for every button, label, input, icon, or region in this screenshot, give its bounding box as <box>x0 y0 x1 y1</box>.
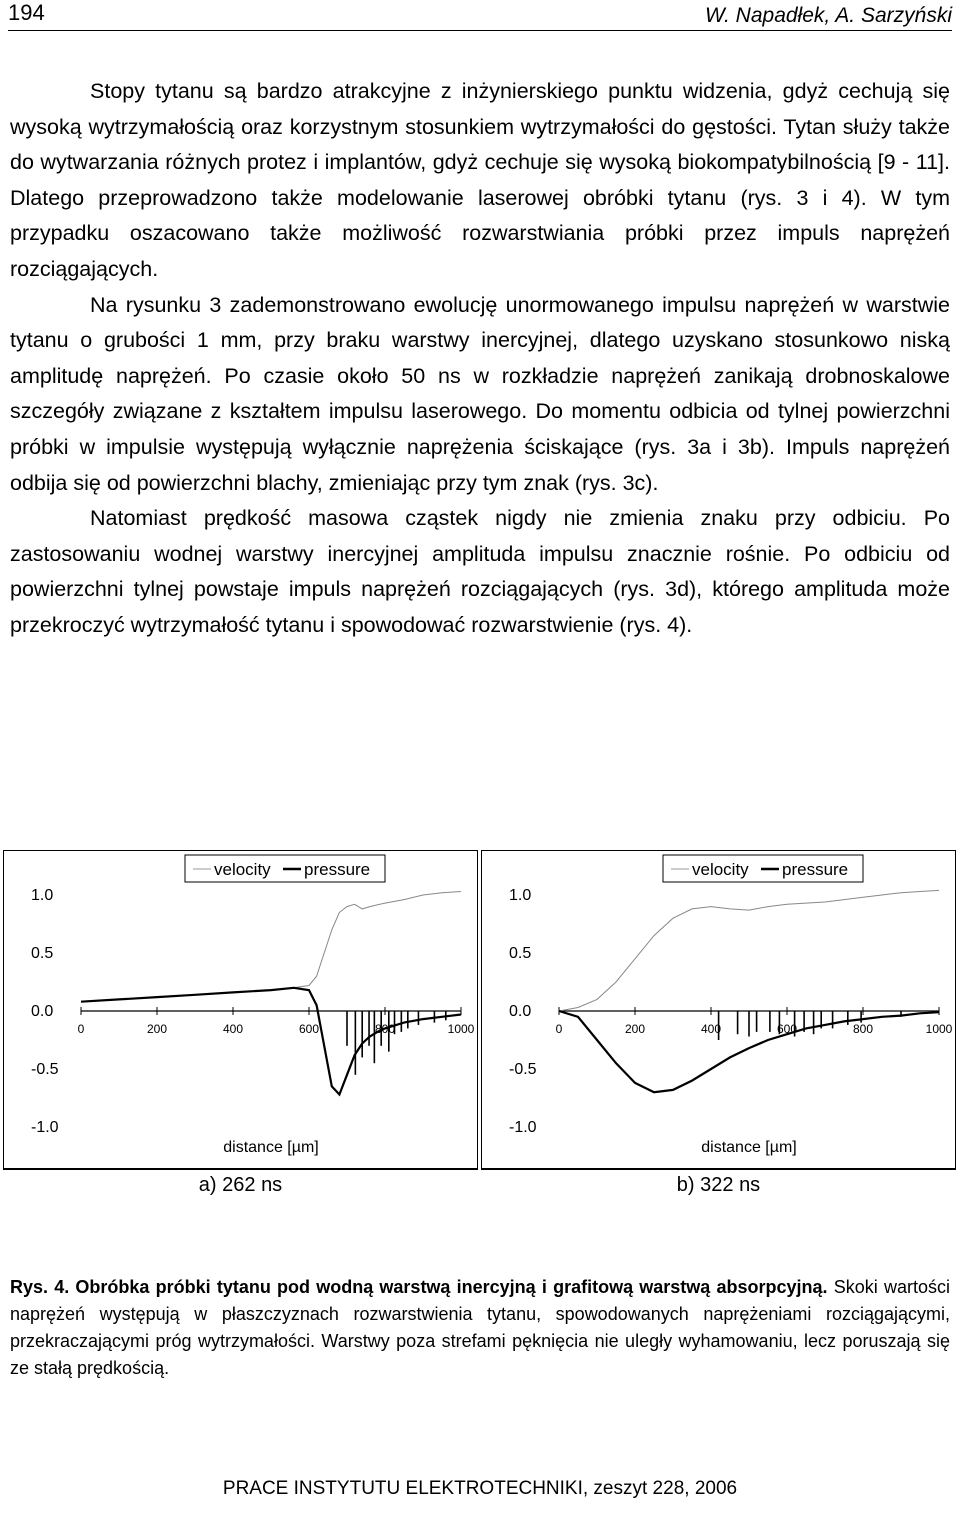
paragraph: Na rysunku 3 zademonstrowano ewolucję unormowanego impulsu naprężeń w warstwie tytanu o grubości 1 mm, przy braku warstwy inercyjnej, dlatego uzyskano stosunkowo niską amplitudę naprężeń. Po czasie około 50 ns w rozkładzie naprężeń zanikają drobnoskalowe szczegóły związane z kształtem impulsu laserowego. Do momentu odbicia od tylnej powierzchni próbki w impulsie występują wyłącznie naprężenia ściskające (rys. 3a i 3b). Impuls naprężeń odbija się od powierzchni blachy, zmieniając przy tym znak (rys. 3c). <box>10 292 950 495</box>
y-tick-label: 0.5 <box>31 945 54 962</box>
panel-b-label: b) 322 ns <box>481 1169 956 1201</box>
page-number: 194 <box>8 0 45 25</box>
paragraph: Stopy tytanu są bardzo atrakcyjne z inżynierskiego punktu widzenia, gdyż cechują się wysoką wytrzymałością oraz korzystnym stosunkiem wytrzymałości do gęstości. Tytan służy także do wytwarzania różnych protez i implantów, gdyż cechuje się wysoką biokompatybilnością [9 - 11]. Dlatego przeprowadzono także modelowanie laserowej obróbki tytanu (rys. 3 i 4). W tym przypadku oszacowano także możliwość rozwarstwiania próbki przez impuls naprężeń rozciągających. <box>10 79 950 281</box>
y-tick-label: -1.0 <box>31 1119 59 1136</box>
y-tick-label: 0.0 <box>31 1003 54 1020</box>
y-tick-label: 1.0 <box>31 887 54 904</box>
y-tick-label: 1.0 <box>509 887 532 904</box>
panel-frame <box>482 851 956 1169</box>
x-tick-label: 400 <box>700 1022 722 1036</box>
caption-text: Skoki wartości naprężeń występują w płaszczyznach rozwarstwienia tytanu, spowodowanych naprężeniami rozciągającymi, przekraczającymi próg wytrzymałości. Warstwy poza strefami pęknięcia nie uległy wyhamowaniu, lecz poruszają się ze stałą prędkością. <box>10 1277 950 1378</box>
x-tick-label: 600 <box>298 1022 320 1036</box>
legend-label-velocity: velocity <box>214 860 271 879</box>
chart-panel-a <box>3 850 478 1170</box>
legend-label-pressure: pressure <box>304 860 371 879</box>
x-axis-label: distance [µm] <box>223 1139 319 1156</box>
figure-caption <box>10 1274 950 1382</box>
y-tick-label: 0.0 <box>509 1003 532 1020</box>
panel-frame <box>4 851 478 1169</box>
chart-panel-b <box>481 850 956 1170</box>
x-tick-label: 1000 <box>925 1022 953 1036</box>
running-authors: W. Napadłek, A. Sarzyński <box>704 4 952 27</box>
panel-a-label: a) 262 ns <box>3 1169 478 1201</box>
x-tick-label: 1000 <box>447 1022 475 1036</box>
paragraph: Natomiast prędkość masowa cząstek nigdy nie zmienia znaku przy odbiciu. Po zastosowaniu wodnej warstwy inercyjnej amplituda impulsu znacznie rośnie. Po odbiciu od powierzchni tylnej powstaje impuls naprężeń rozciągających (rys. 3d), którego amplituda może przekroczyć wytrzymałość tytanu i spowodować rozwarstwienie (rys. 4). <box>10 506 950 637</box>
x-tick-label: 800 <box>852 1022 874 1036</box>
panel-b <box>481 850 956 1200</box>
x-tick-label: 600 <box>776 1022 798 1036</box>
x-tick-label: 200 <box>146 1022 168 1036</box>
y-tick-label: -0.5 <box>509 1061 537 1078</box>
x-tick-label: 0 <box>555 1022 563 1036</box>
x-tick-label: 800 <box>374 1022 396 1036</box>
legend-label-pressure: pressure <box>782 860 849 879</box>
body-text <box>10 74 950 644</box>
x-axis-label: distance [µm] <box>701 1139 797 1156</box>
panel-a <box>3 850 478 1200</box>
legend-label-velocity: velocity <box>692 860 749 879</box>
y-tick-label: -0.5 <box>31 1061 59 1078</box>
y-tick-label: -1.0 <box>509 1119 537 1136</box>
y-tick-label: 0.5 <box>509 945 532 962</box>
page-header <box>8 0 952 31</box>
x-tick-label: 200 <box>624 1022 646 1036</box>
x-tick-label: 0 <box>77 1022 85 1036</box>
page-footer: PRACE INSTYTUTU ELEKTROTECHNIKI, zeszyt 228, 2006 <box>222 1478 738 1499</box>
figure-4 <box>3 850 956 1200</box>
caption-label: Rys. 4. Obróbka próbki tytanu pod wodną warstwą inercyjną i grafitową warstwą absorpcyjną. <box>10 1277 828 1297</box>
x-tick-label: 400 <box>222 1022 244 1036</box>
